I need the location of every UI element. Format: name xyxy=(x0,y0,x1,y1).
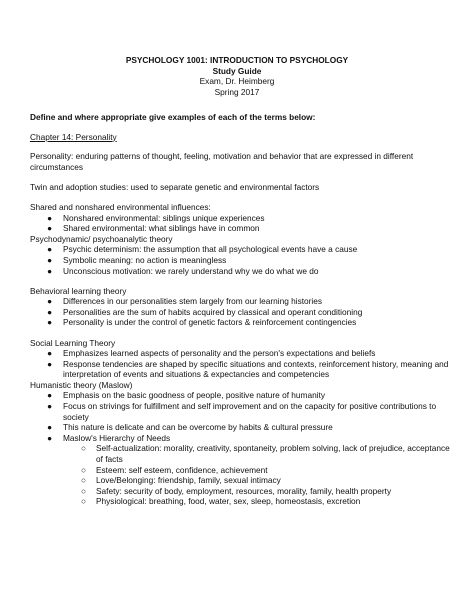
bullet-icon: ● xyxy=(47,348,53,359)
list-item: ○ Love/Belonging: friendship, family, sexual intimacy xyxy=(81,475,281,486)
spacer xyxy=(30,192,450,202)
list-item: ● Nonshared environmental: siblings unique experiences xyxy=(47,212,265,223)
list-item: ● Unconscious motivation: we rarely understand why we do what we do xyxy=(47,265,319,276)
list-item: ● Shared environmental: what siblings have in common xyxy=(47,223,260,234)
list-item: ● This nature is delicate and can be overcome by habits & cultural pressure xyxy=(47,422,333,433)
maslow-list xyxy=(63,443,450,507)
bullet-icon: ● xyxy=(47,432,53,443)
course-title: PSYCHOLOGY 1001: INTRODUCTION TO PSYCHOLOGY xyxy=(125,55,349,65)
term: Spring 2017 xyxy=(214,86,260,97)
list-item: ○ Safety: security of body, employment, resources, morality, family, health property xyxy=(81,485,392,496)
list-item: ● Psychic determinism: the assumption that all psychological events have a cause xyxy=(47,244,358,255)
list-item: ○ Esteem: self esteem, confidence, achievement xyxy=(81,464,268,475)
behavioral-heading: Behavioral learning theory xyxy=(30,285,127,296)
bullet-icon: ● xyxy=(47,358,53,369)
list-item: ● Response tendencies are shaped by specific situations and contexts, reinforcement history, meaning and interpretation of events and situations & expectancies and competencies xyxy=(47,358,449,380)
hollow-bullet-icon: ○ xyxy=(81,485,87,496)
bullet-icon: ● xyxy=(47,212,53,223)
bullet-icon: ● xyxy=(47,254,53,265)
twin-studies-definition: Twin and adoption studies: used to separate genetic and environmental factors xyxy=(30,181,320,192)
doc-type: Study Guide xyxy=(212,65,262,76)
bullet-icon: ● xyxy=(47,223,53,234)
bullet-icon: ● xyxy=(47,265,53,276)
humanistic-heading: Humanistic theory (Maslow) xyxy=(30,379,133,390)
personality-definition: Personality: enduring patterns of thought, feeling, motivation and behavior that are expressed in different circumstances xyxy=(30,151,414,172)
chapter-heading: Chapter 14: Personality xyxy=(30,131,117,142)
bullet-icon: ● xyxy=(47,306,53,317)
bullet-icon: ● xyxy=(47,401,53,412)
list-item: ● Maslow's Hierarchy of Needs ○ Self-actualization: morality, creativity, spontaneity, problem solving, lack of prejudice, acceptance of facts ○ Esteem: self esteem, confidence, achievement ○ Love/Belonging: friendship, family, sexual intimacy ○ Safety: security of body, employment, resources, morality, family, health property ○ Physiological: breathing, food, water, sex, sleep, homeostasis, excretion xyxy=(47,432,450,507)
social-list xyxy=(30,348,450,380)
hollow-bullet-icon: ○ xyxy=(81,496,87,507)
hollow-bullet-icon: ○ xyxy=(81,475,87,486)
bullet-icon: ● xyxy=(47,296,53,307)
spacer xyxy=(30,172,450,182)
list-item: ● Focus on strivings for fulfillment and self improvement and on the capacity for positive contributions to society xyxy=(47,401,437,422)
list-item: ○ Physiological: breathing, food, water, sex, sleep, homeostasis, excretion xyxy=(81,496,361,507)
psychodynamic-heading: Psychodynamic/ psychoanalytic theory xyxy=(30,233,173,244)
hollow-bullet-icon: ○ xyxy=(81,443,87,454)
list-item: ● Emphasis on the basic goodness of people, positive nature of humanity xyxy=(47,390,325,401)
spacer xyxy=(30,276,450,286)
humanistic-list xyxy=(30,390,450,507)
social-heading: Social Learning Theory xyxy=(30,337,116,348)
bullet-icon: ● xyxy=(47,244,53,255)
list-item: ● Emphasizes learned aspects of personality and the person's expectations and beliefs xyxy=(47,348,376,359)
bullet-icon: ● xyxy=(47,390,53,401)
document-header xyxy=(0,55,474,97)
psychodynamic-list xyxy=(30,244,450,276)
bullet-icon: ● xyxy=(47,317,53,328)
bullet-icon: ● xyxy=(47,422,53,433)
exam-line: Exam, Dr. Heimberg xyxy=(199,76,275,87)
hollow-bullet-icon: ○ xyxy=(81,464,87,475)
instruction: Define and where appropriate give examples of each of the terms below: xyxy=(30,112,316,122)
shared-heading: Shared and nonshared environmental influences: xyxy=(30,201,211,212)
list-item: ● Differences in our personalities stem largely from our learning histories xyxy=(47,296,323,307)
behavioral-list xyxy=(30,296,450,328)
spacer xyxy=(30,328,450,338)
list-item: ● Personality is under the control of genetic factors & reinforcement contingencies xyxy=(47,317,357,328)
list-item: ● Personalities are the sum of habits acquired by classical and operant conditioning xyxy=(47,306,363,317)
shared-list xyxy=(30,213,450,234)
list-item: ○ Self-actualization: morality, creativity, spontaneity, problem solving, lack of prejudice, acceptance of facts xyxy=(81,443,450,465)
document-body xyxy=(30,112,450,507)
list-item: ● Symbolic meaning: no action is meaningless xyxy=(47,254,227,265)
